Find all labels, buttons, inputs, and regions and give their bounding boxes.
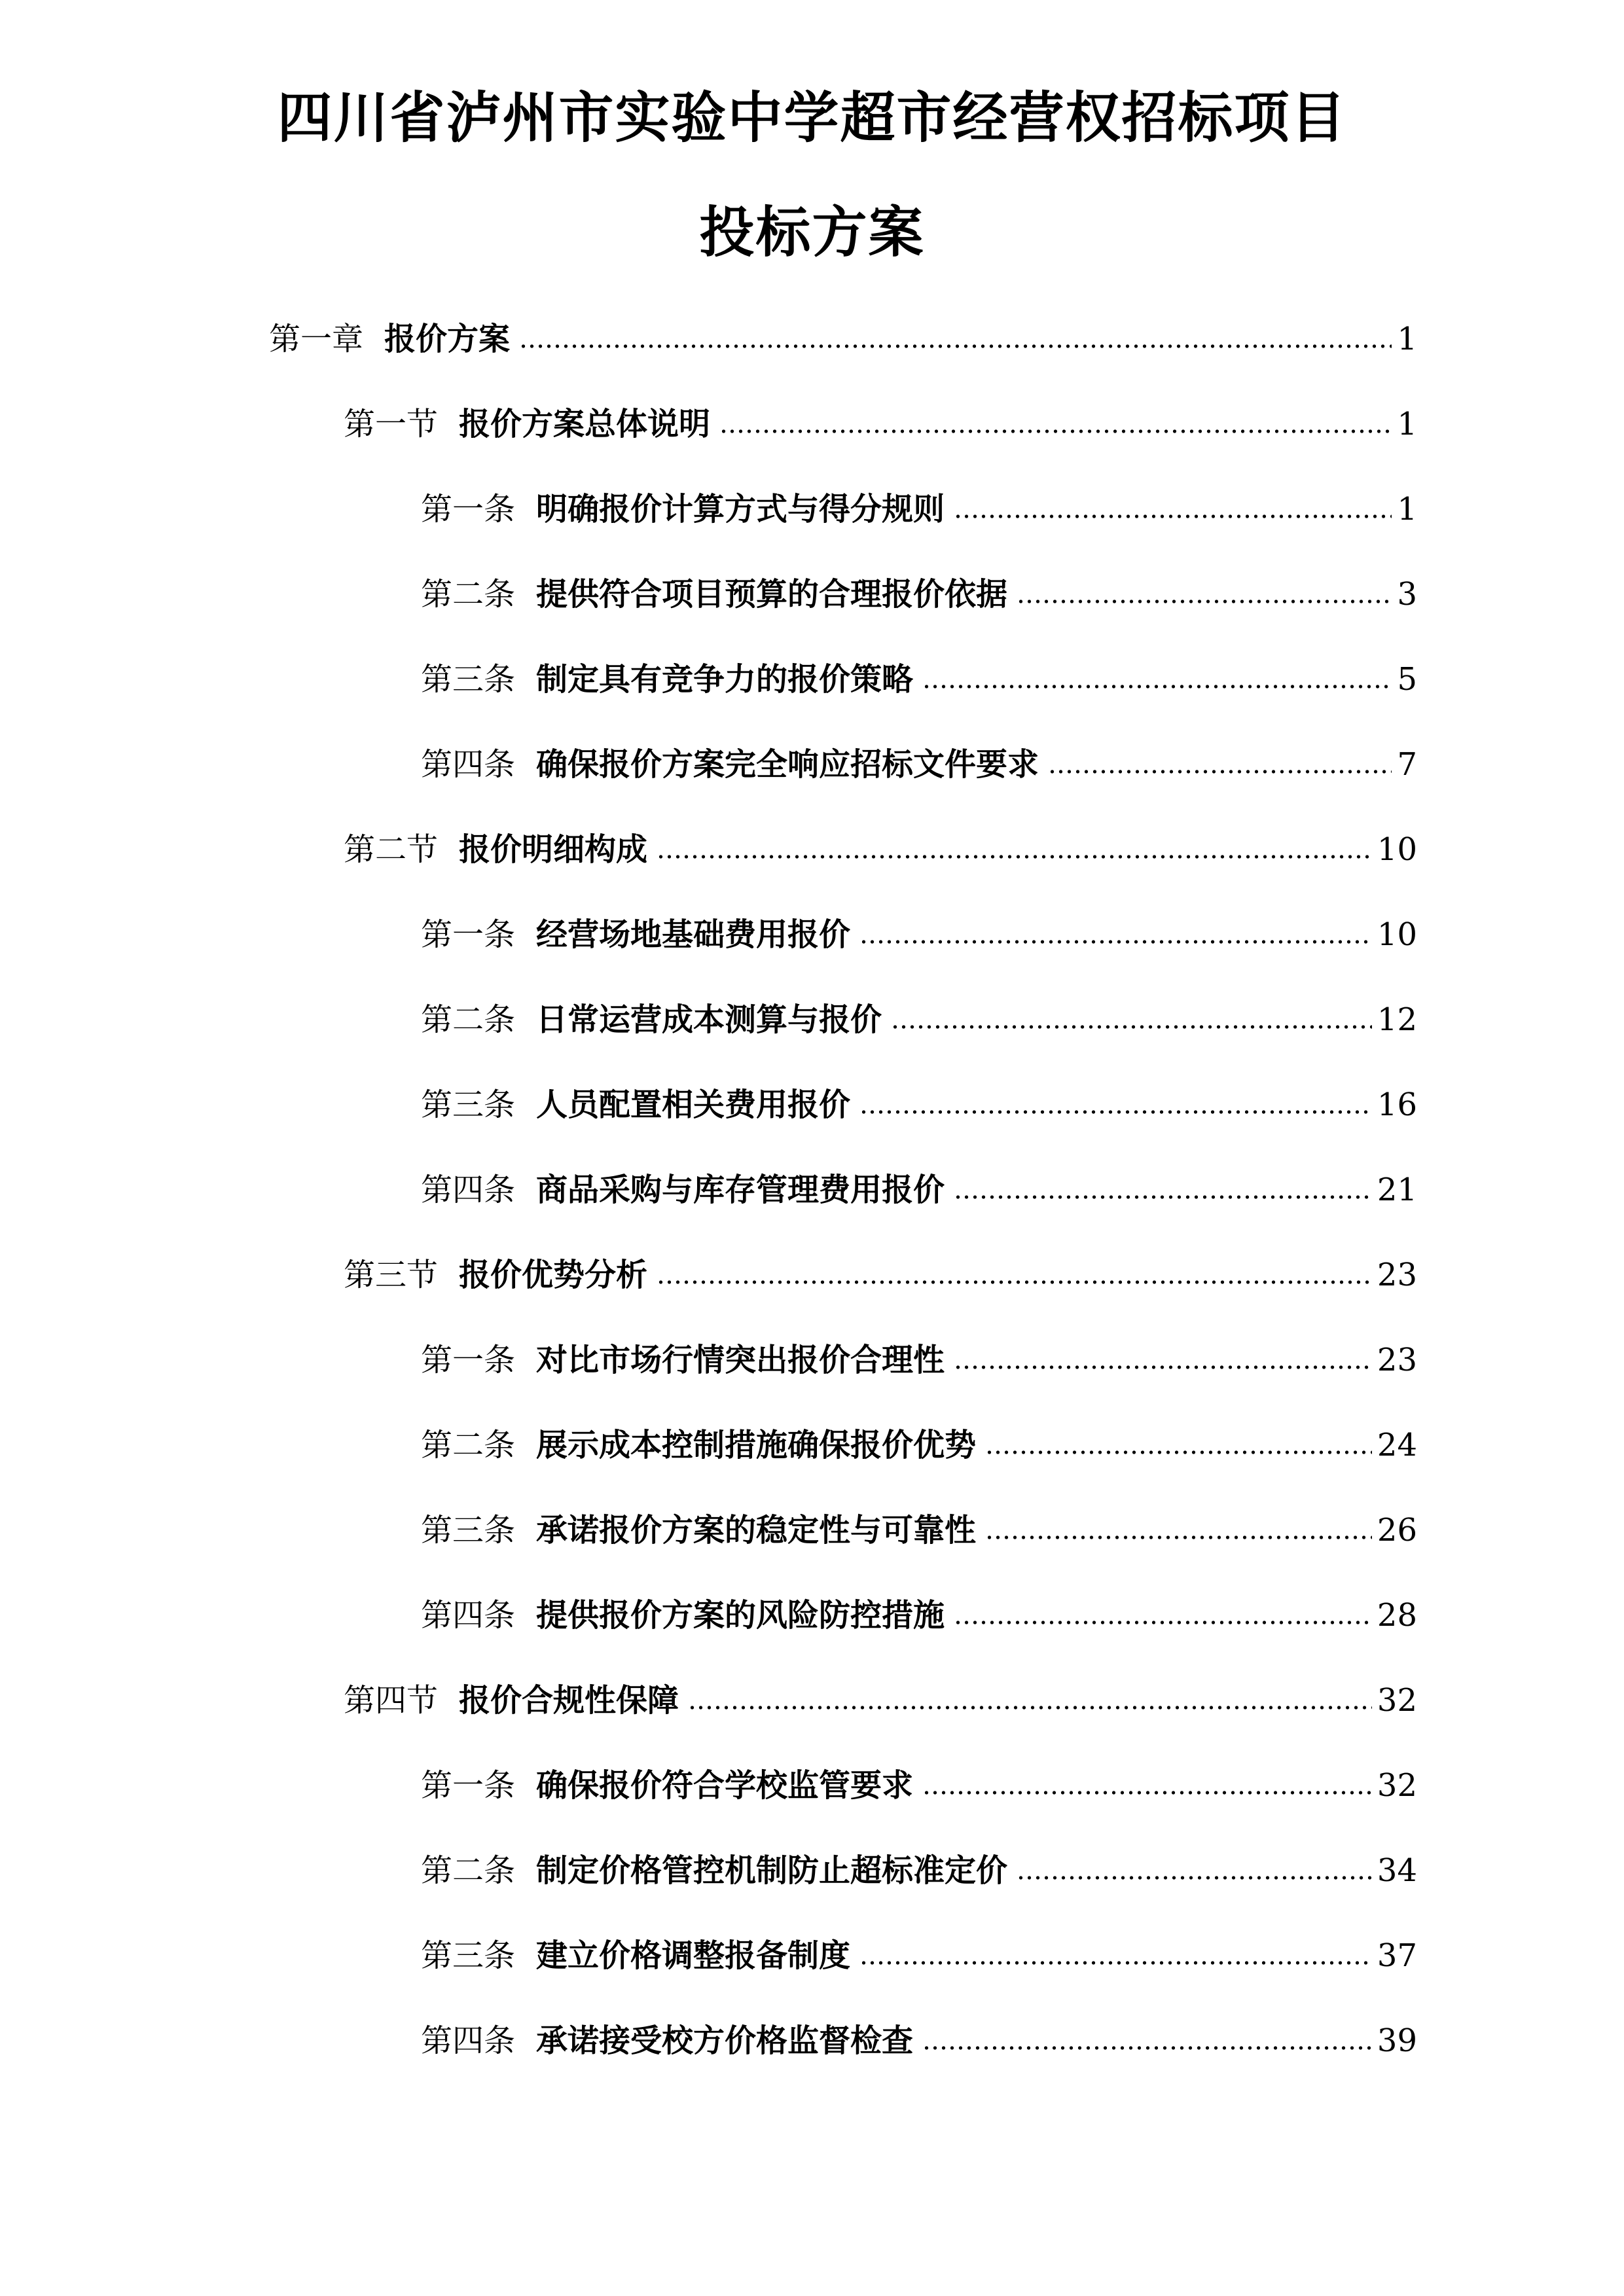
toc-page-number: 39	[1377, 2022, 1417, 2059]
toc-section-number: 第一节	[344, 406, 439, 442]
toc-dot-leader	[657, 1278, 1372, 1286]
document-title: 四川省泸州市实验中学超市经营权招标项目	[277, 86, 1347, 150]
toc-page-number: 23	[1377, 1257, 1417, 1293]
toc-article-number: 第一条	[421, 491, 516, 528]
toc-article-entry[interactable]	[421, 1589, 1417, 1641]
toc-dot-leader	[891, 1023, 1372, 1031]
toc-article-number: 第一条	[421, 916, 516, 953]
toc-article-entry[interactable]	[421, 483, 1417, 535]
toc-dot-leader	[954, 512, 1392, 520]
toc-article-entry[interactable]	[421, 1334, 1417, 1386]
toc-article-title: 提供报价方案的风险防控措施	[536, 1597, 945, 1634]
toc-article-number: 第一条	[421, 1342, 516, 1378]
toc-page-number: 37	[1377, 1937, 1417, 1974]
toc-dot-leader	[954, 1193, 1372, 1201]
toc-article-entry[interactable]	[421, 994, 1417, 1046]
toc-article-title: 制定具有竞争力的报价策略	[536, 661, 914, 698]
toc-page-number: 23	[1377, 1342, 1417, 1378]
toc-dot-leader	[859, 1959, 1372, 1967]
toc-section-number: 第四节	[344, 1682, 439, 1719]
toc-article-title: 制定价格管控机制防止超标准定价	[536, 1852, 1008, 1889]
document-subtitle: 投标方案	[699, 200, 925, 264]
toc-chapter-number: 第一章	[269, 321, 364, 357]
toc-article-entry[interactable]	[421, 1419, 1417, 1471]
toc-dot-leader	[719, 427, 1392, 435]
toc-article-entry[interactable]	[421, 1759, 1417, 1812]
toc-chapter-entry[interactable]	[269, 313, 1417, 365]
toc-page-number: 1	[1397, 491, 1417, 528]
toc-article-number: 第二条	[421, 576, 516, 613]
toc-dot-leader	[688, 1704, 1372, 1712]
toc-dot-leader	[954, 1619, 1372, 1626]
toc-article-entry[interactable]	[421, 1164, 1417, 1216]
toc-article-title: 对比市场行情突出报价合理性	[536, 1342, 945, 1378]
toc-page-number: 16	[1377, 1086, 1417, 1123]
toc-article-entry[interactable]	[421, 2015, 1417, 2067]
toc-section-entry[interactable]	[344, 398, 1417, 450]
toc-dot-leader	[1017, 1874, 1372, 1882]
toc-article-entry[interactable]	[421, 1844, 1417, 1897]
toc-section-title: 报价明细构成	[459, 831, 648, 868]
toc-page-number: 3	[1397, 576, 1417, 613]
toc-article-entry[interactable]	[421, 568, 1417, 620]
toc-article-entry[interactable]	[421, 1079, 1417, 1131]
toc-section-number: 第三节	[344, 1257, 439, 1293]
toc-article-title: 日常运营成本测算与报价	[536, 1001, 882, 1038]
toc-dot-leader	[922, 1789, 1372, 1797]
toc-page-number: 7	[1397, 746, 1417, 783]
toc-dot-leader	[519, 342, 1392, 350]
toc-page-number: 26	[1377, 1512, 1417, 1549]
toc-page-number: 32	[1377, 1767, 1417, 1804]
toc-article-number: 第三条	[421, 661, 516, 698]
toc-section-entry[interactable]	[344, 823, 1417, 876]
toc-page-number: 32	[1377, 1682, 1417, 1719]
toc-section-title: 报价合规性保障	[459, 1682, 679, 1719]
toc-article-entry[interactable]	[421, 653, 1417, 706]
toc-article-number: 第四条	[421, 2022, 516, 2059]
toc-article-number: 第四条	[421, 746, 516, 783]
toc-article-number: 第三条	[421, 1086, 516, 1123]
toc-dot-leader	[922, 2044, 1372, 2052]
toc-page-number: 12	[1377, 1001, 1417, 1038]
toc-article-number: 第三条	[421, 1937, 516, 1974]
toc-article-number: 第四条	[421, 1597, 516, 1634]
toc-page-number: 10	[1377, 916, 1417, 953]
toc-dot-leader	[954, 1363, 1372, 1371]
toc-article-entry[interactable]	[421, 1504, 1417, 1556]
toc-page-number: 1	[1397, 321, 1417, 357]
toc-article-title: 承诺报价方案的稳定性与可靠性	[536, 1512, 977, 1549]
toc-article-number: 第一条	[421, 1767, 516, 1804]
toc-page-number: 21	[1377, 1172, 1417, 1208]
toc-dot-leader	[1017, 598, 1392, 605]
toc-article-title: 承诺接受校方价格监督检查	[536, 2022, 914, 2059]
toc-article-entry[interactable]	[421, 908, 1417, 961]
toc-page-number: 1	[1397, 406, 1417, 442]
toc-page-number: 34	[1377, 1852, 1417, 1889]
toc-dot-leader	[922, 683, 1392, 691]
toc-article-entry[interactable]	[421, 738, 1417, 791]
toc-page-number: 28	[1377, 1597, 1417, 1634]
toc-article-title: 确保报价符合学校监管要求	[536, 1767, 914, 1804]
toc-article-title: 确保报价方案完全响应招标文件要求	[536, 746, 1039, 783]
toc-page-number: 5	[1397, 661, 1417, 698]
toc-dot-leader	[657, 853, 1372, 861]
toc-article-title: 展示成本控制措施确保报价优势	[536, 1427, 977, 1463]
toc-article-title: 经营场地基础费用报价	[536, 916, 851, 953]
toc-article-title: 明确报价计算方式与得分规则	[536, 491, 945, 528]
toc-chapter-title: 报价方案	[384, 321, 511, 357]
toc-article-number: 第四条	[421, 1172, 516, 1208]
toc-article-number: 第三条	[421, 1512, 516, 1549]
toc-dot-leader	[985, 1448, 1372, 1456]
toc-dot-leader	[1048, 768, 1392, 776]
toc-article-number: 第二条	[421, 1427, 516, 1463]
toc-section-title: 报价优势分析	[459, 1257, 648, 1293]
toc-article-title: 人员配置相关费用报价	[536, 1086, 851, 1123]
toc-section-title: 报价方案总体说明	[459, 406, 711, 442]
toc-section-entry[interactable]	[344, 1674, 1417, 1727]
toc-dot-leader	[859, 1108, 1372, 1116]
toc-article-title: 商品采购与库存管理费用报价	[536, 1172, 945, 1208]
toc-dot-leader	[985, 1534, 1372, 1541]
toc-section-entry[interactable]	[344, 1249, 1417, 1301]
toc-page-number: 24	[1377, 1427, 1417, 1463]
toc-section-number: 第二节	[344, 831, 439, 868]
toc-article-title: 建立价格调整报备制度	[536, 1937, 851, 1974]
toc-article-number: 第二条	[421, 1001, 516, 1038]
toc-article-number: 第二条	[421, 1852, 516, 1889]
toc-page-number: 10	[1377, 831, 1417, 868]
toc-dot-leader	[859, 938, 1372, 946]
toc-article-title: 提供符合项目预算的合理报价依据	[536, 576, 1008, 613]
toc-article-entry[interactable]	[421, 1929, 1417, 1982]
